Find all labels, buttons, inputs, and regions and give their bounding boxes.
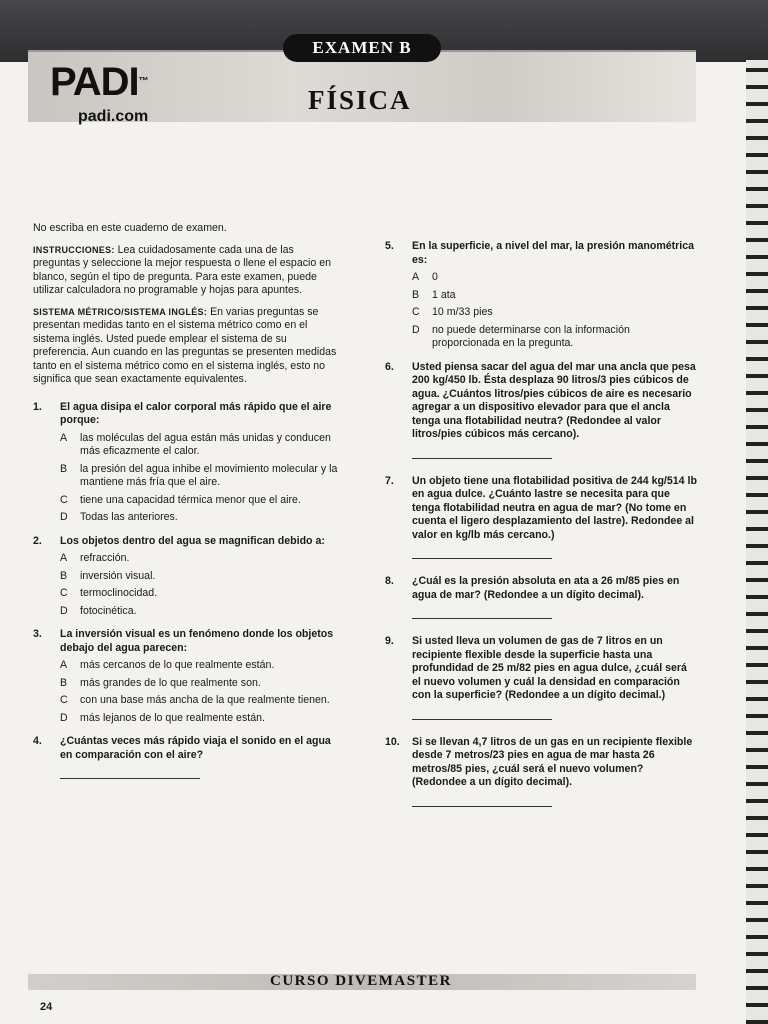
option-list [412, 271, 697, 351]
option-text: 1 ata [432, 288, 456, 301]
option-letter: A [412, 271, 420, 283]
question-text: La inversión visual es un fenómeno donde los objetos debajo del agua parecen: [60, 628, 334, 654]
answer-option [412, 324, 697, 351]
option-text: más cercanos de lo que realmente están. [80, 659, 275, 671]
instructions [33, 244, 343, 298]
option-letter: A [60, 552, 68, 564]
system-note [33, 306, 343, 387]
answer-option [60, 659, 343, 673]
question-number: 10. [385, 735, 400, 748]
question-number: 8. [385, 575, 394, 587]
option-text: más lejanos de lo que realmente están. [80, 711, 265, 724]
option-letter: B [412, 288, 420, 301]
page-title: FÍSICA [308, 85, 412, 115]
option-letter: D [60, 604, 68, 617]
option-letter: C [60, 694, 68, 706]
question-number: 7. [385, 474, 394, 487]
answer-blank-line [412, 794, 552, 807]
question-number: 6. [385, 360, 394, 373]
option-letter: B [60, 462, 68, 475]
question-item [385, 240, 697, 267]
answer-option [60, 432, 343, 459]
question-item [33, 401, 343, 428]
question-item [385, 475, 697, 543]
exam-note: No escriba en este cuaderno de examen. [33, 222, 227, 234]
trademark-icon: ™ [138, 76, 148, 87]
answer-option [412, 271, 697, 285]
option-letter: C [412, 306, 420, 318]
option-text: más grandes de lo que realmente son. [80, 676, 261, 689]
question-item [385, 361, 697, 442]
answer-option [60, 605, 343, 619]
answer-option [60, 677, 343, 691]
option-text: 10 m/33 pies [432, 306, 493, 318]
question-text: ¿Cuántas veces más rápido viaja el sonido en el agua en comparación con el aire? [60, 735, 331, 761]
option-text: las moléculas del agua están más unidas y conducen más eficazmente el calor. [80, 431, 331, 457]
question-number: 5. [385, 240, 394, 252]
left-questions [33, 401, 343, 780]
answer-option [412, 289, 697, 303]
question-item [33, 628, 343, 655]
question-text: ¿Cuál es la presión absoluta en ata a 26 m/85 pies en agua de mar? (Redondee a un dígito decimal). [412, 575, 680, 601]
answer-option [60, 570, 343, 584]
option-text: inversión visual. [80, 569, 156, 582]
question-text: Los objetos dentro del agua se magnifican debido a: [60, 534, 325, 547]
answer-option [60, 712, 343, 726]
option-letter: C [60, 493, 68, 506]
option-letter: D [60, 511, 68, 523]
option-letter: B [60, 676, 68, 689]
question-item [385, 736, 697, 790]
exam-label: EXAMEN B [283, 34, 441, 62]
question-item [385, 635, 697, 703]
option-text: fotocinética. [80, 604, 137, 617]
option-letter: C [60, 587, 68, 599]
spiral-binding [746, 60, 768, 1024]
padi-logo [50, 62, 148, 102]
option-text: Todas las anteriores. [80, 511, 178, 523]
option-list [60, 659, 343, 725]
option-letter: A [60, 659, 68, 671]
answer-option [412, 306, 697, 320]
right-column [385, 240, 697, 823]
padi-url: padi.com [78, 108, 149, 125]
option-list [60, 432, 343, 525]
question-number: 4. [33, 735, 42, 747]
option-letter: A [60, 431, 68, 444]
option-text: 0 [432, 271, 438, 283]
answer-option [60, 694, 343, 708]
question-number: 2. [33, 534, 42, 547]
course-footer: CURSO DIVEMASTER [270, 973, 452, 989]
answer-option [60, 463, 343, 490]
option-text: tiene una capacidad térmica menor que el aire. [80, 493, 301, 506]
question-text: Un objeto tiene una flotabilidad positiva de 244 kg/514 lb en agua dulce. ¿Cuánto lastre se necesita para que tenga flotabilidad neutra en agua de mar? (No tome en cuenta el ligero desplazamiento del lastre). Redondee al valor en kg/lb más cercano.) [412, 474, 697, 541]
instructions-text: Lea cuidadosamente cada una de las preguntas y seleccione la mejor respuesta o llene el espacio en blanco, según el tipo de pregunta. Para este examen, puede utilizar calculadora no programable y hojas para apuntes. [33, 243, 331, 296]
answer-blank-line [412, 707, 552, 720]
question-text: Si se llevan 4,7 litros de un gas en un recipiente flexible desde 7 metros/23 pies en agua de mar hasta 26 metros/85 pies, ¿cuál será el nuevo volumen? (Redondee a un dígito decimal). [412, 735, 693, 788]
option-text: no puede determinarse con la información proporcionada en la pregunta. [432, 323, 630, 349]
page-number: 24 [40, 1001, 53, 1013]
option-text: refracción. [80, 552, 130, 564]
question-item [33, 535, 343, 549]
question-text: Usted piensa sacar del agua del mar una ancla que pesa 200 kg/450 lb. Ésta desplaza 90 litros/3 pies cúbicos de agua. ¿Cuántos litros/pies cúbicos de aire es necesario agregar a un dispositivo elevador para que el ancla tenga una flotabilidad neutra? (Redondee al valor litros/pies cúbicos más cercano). [412, 360, 696, 440]
question-item [33, 735, 343, 762]
system-label: SISTEMA MÉTRICO/SISTEMA INGLÉS: [33, 306, 208, 317]
padi-logo-text: PADI [50, 60, 139, 104]
option-letter: D [412, 323, 420, 336]
option-text: la presión del agua inhibe el movimiento molecular y la mantiene más fría que el aire. [80, 462, 338, 488]
option-text: con una base más ancha de la que realmente tienen. [80, 694, 330, 706]
answer-blank-line [412, 546, 552, 559]
right-questions [385, 240, 697, 807]
option-letter: B [60, 569, 68, 582]
option-list [60, 552, 343, 618]
question-text: El agua disipa el calor corporal más rápido que el aire porque: [60, 400, 332, 426]
question-text: En la superficie, a nivel del mar, la presión manométrica es: [412, 240, 695, 266]
answer-option [60, 552, 343, 566]
option-letter: D [60, 711, 68, 724]
answer-option [60, 511, 343, 525]
answer-option [60, 494, 343, 508]
question-number: 9. [385, 635, 394, 647]
question-text: Si usted lleva un volumen de gas de 7 litros en un recipiente flexible desde la superficie hasta una profundidad de 25 m/82 pies en agua dulce, ¿cuál será el nuevo volumen y cuál la densidad en comparación con la superficie? (Redondee a un dígito decimal.) [412, 635, 687, 701]
answer-option [60, 587, 343, 601]
left-column [33, 222, 343, 795]
question-number: 1. [33, 400, 42, 413]
question-number: 3. [33, 628, 42, 640]
answer-blank-line [60, 766, 200, 779]
instructions-label: INSTRUCCIONES: [33, 244, 115, 255]
answer-blank-line [412, 446, 552, 459]
question-item [385, 575, 697, 602]
option-text: termoclinocidad. [80, 587, 158, 599]
answer-blank-line [412, 606, 552, 619]
system-text: En varias preguntas se presentan medidas tanto en el sistema métrico como en el sistema inglés. Usted puede emplear el sistema de su preferencia. Aun cuando en las preguntas se presenten medidas tanto en el sistema métrico como en el sistema inglés, esto no significa que sean exactamente equivalentes. [33, 305, 337, 385]
